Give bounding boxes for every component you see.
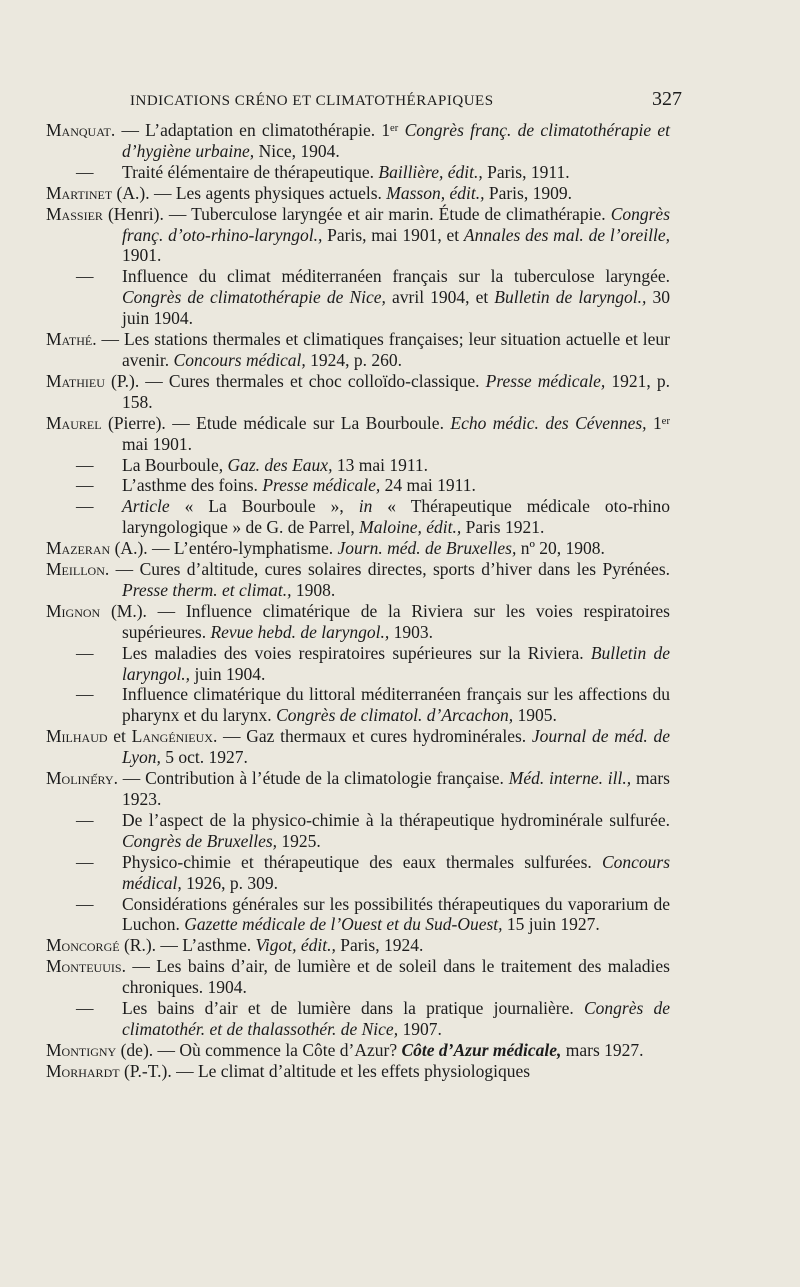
entry-text: (Pierre). — Etude médicale sur La Bourboule. — [101, 412, 451, 433]
entry-source: Presse médicale, — [485, 370, 606, 391]
entry-author: Montigny — [46, 1039, 117, 1060]
bibliography-entry — [46, 475, 670, 496]
ditto-dash: — — [76, 642, 94, 663]
entry-source: Journ. méd. de Bruxelles, — [337, 538, 517, 559]
entry-text: 1ᵉʳ mai 1901. — [122, 412, 670, 454]
entry-source: Congrès de climatothérapie de Nice, — [122, 287, 386, 308]
entry-text: (Henri). — Tuberculose laryngée et air marin. Étude de climathérapie. — [102, 203, 611, 224]
bibliography-entry — [46, 1061, 670, 1082]
entry-source: in — [358, 496, 373, 517]
ditto-dash: — — [76, 893, 94, 914]
entry-source: Gaz. des Eaux, — [227, 454, 333, 475]
entry-text: Paris, mai 1901, et — [322, 224, 464, 245]
entry-author: Massier — [46, 203, 103, 224]
ditto-dash: — — [76, 496, 94, 517]
entry-source: Concours médical, — [122, 851, 670, 893]
bibliography-entry — [46, 894, 670, 936]
bibliography-entry — [46, 998, 670, 1040]
entry-text: Langénieux — [131, 726, 213, 747]
bibliography-entry — [46, 684, 670, 726]
running-title: INDICATIONS CRÉNO ET CLIMATOTHÉRAPIQUES — [130, 93, 494, 109]
entry-text: 15 juin 1927. — [502, 914, 600, 935]
entry-source: Revue hebd. de laryngol., — [210, 621, 390, 642]
entry-source: Presse médicale, — [262, 475, 381, 496]
entry-source: Baillière, édit., — [378, 161, 483, 182]
entry-source: Méd. interne. ill., — [508, 768, 632, 789]
entry-text: . — Gaz thermaux et cures hydrominérales. — [212, 726, 532, 747]
entry-text: 1905. — [513, 705, 557, 726]
entry-source: Vigot, édit., — [255, 935, 336, 956]
entry-text: Influence du climat méditerranéen français sur la tuberculose laryngée. — [122, 266, 670, 287]
bibliography-entry — [46, 371, 670, 413]
entry-text: . — Cures d’altitude, cures solaires directes, sports d’hiver dans les Pyrénées. — [104, 559, 670, 580]
bibliography-entry — [46, 455, 670, 476]
entry-text: (A.). — Les agents physiques actuels. — [112, 182, 387, 203]
entry-text: . — Contribution à l’étude de la climatologie française. — [113, 768, 509, 789]
entry-text: 1908. — [291, 579, 336, 600]
entry-source: Annales des mal. de l’oreille, — [463, 224, 670, 245]
entry-author: Moliné́ry — [46, 768, 114, 789]
entry-text: Physico-chimie et thérapeutique des eaux thermales sulfurées. — [122, 851, 602, 872]
bibliography-entry — [46, 183, 670, 204]
ditto-dash: — — [76, 266, 94, 287]
ditto-dash: — — [76, 684, 94, 705]
entry-author: Mathieu — [46, 370, 105, 391]
entry-text: 1901. — [122, 245, 162, 266]
bibliography-entry — [46, 956, 670, 998]
bibliography-entry — [46, 852, 670, 894]
entry-author: Meillon — [46, 559, 105, 580]
running-header — [130, 88, 682, 114]
bibliography-entry — [46, 329, 670, 371]
bibliography-entry — [46, 162, 670, 183]
entry-source: Maloine, édit., — [359, 517, 462, 538]
entry-text: . — L’adaptation en climatothérapie. 1ᵉʳ — [110, 120, 405, 140]
bibliography-entry — [46, 726, 670, 768]
entry-source: Article — [122, 496, 170, 517]
entry-text: mars 1923. — [122, 768, 670, 809]
entry-author: Maurel — [46, 412, 102, 433]
entry-text: juin 1904. — [190, 663, 266, 684]
entry-text: 1925. — [277, 830, 321, 851]
entry-text: Considérations générales sur les possibilités thérapeutiques du vaporarium de Luchon. — [122, 893, 670, 935]
entry-text: . — Les stations thermales et climatiques françaises; leur situation actuelle et leur avenir. — [92, 329, 670, 370]
entry-text: « La Bourboule », — [169, 496, 359, 517]
bibliography-entry — [46, 1040, 670, 1061]
entry-source: Gazette médicale de l’Ouest et du Sud-Ouest, — [184, 914, 503, 935]
entry-text: Paris, 1924. — [335, 935, 424, 956]
entry-author: Milhaud — [46, 726, 108, 747]
entry-source: Congrès franç. d’oto-rhino-laryngol., — [122, 203, 670, 245]
entry-author: Mathé — [46, 329, 93, 350]
bibliography-entry — [46, 810, 670, 852]
entry-text: 5 oct. 1927. — [160, 747, 248, 768]
bibliography-entry — [46, 935, 670, 956]
bibliography-entry — [46, 559, 670, 601]
bibliography-entry — [46, 538, 670, 559]
bibliography-entry — [46, 643, 670, 685]
entry-text: 1924, p. 260. — [305, 349, 402, 370]
entry-text: Nice, 1904. — [254, 140, 340, 161]
bibliography-entry — [46, 768, 670, 810]
entry-text: 30 juin 1904. — [122, 287, 670, 329]
entry-source: Congrès de Bruxelles, — [122, 830, 278, 851]
entry-text: (M.). — Influence climatérique de la Riviera sur les voies respiratoires supérieures. — [100, 600, 670, 642]
entry-text: avril 1904, et — [385, 287, 495, 308]
entry-author: Manquat — [46, 120, 111, 140]
bibliography-entry — [46, 204, 670, 267]
entry-text: La Bourboule, — [122, 454, 228, 475]
entry-source: Côte d’Azur médicale, — [401, 1039, 562, 1060]
entry-source: Congrès franç. de climatothérapie et d’hygiène urbaine, — [122, 120, 670, 161]
entry-text: 1903. — [389, 621, 434, 642]
entry-text: 13 mai 1911. — [332, 454, 429, 475]
entry-text: (P.). — Cures thermales et choc colloïdo-classique. — [104, 370, 486, 391]
entry-text: Les maladies des voies respiratoires supérieures sur la Riviera. — [122, 642, 591, 663]
entry-text: 1921, p. 158. — [122, 370, 671, 412]
entry-text: (A.). — L’entéro-lymphatisme. — [110, 538, 338, 559]
entry-text: 24 mai 1911. — [380, 475, 476, 496]
entry-text: mars 1927. — [561, 1039, 644, 1060]
entry-text: Paris, 1911. — [482, 161, 570, 182]
entry-text: Les bains d’air et de lumière dans la pratique journalière. — [122, 998, 584, 1019]
bibliography-entry — [46, 496, 670, 538]
entry-text: Paris 1921. — [461, 517, 545, 538]
entry-text: Traité élémentaire de thérapeutique. — [122, 161, 379, 182]
ditto-dash: — — [76, 475, 94, 496]
entry-source: Bulletin de laryngol., — [494, 287, 647, 308]
entry-source: Congrès de climatothér. et de thalassothér. de Nice, — [122, 998, 670, 1039]
entry-text: . — Les bains d’air, de lumière et de soleil dans le traitement des maladies chroniques. 1904. — [121, 956, 670, 998]
entry-text: 1907. — [398, 1018, 442, 1039]
bibliography-entry — [46, 413, 670, 455]
bibliography-entry — [46, 601, 670, 643]
entry-author: Mignon — [46, 600, 101, 621]
entry-text: et — [107, 726, 132, 747]
entry-author: Martinet — [46, 182, 113, 203]
entry-source: Concours médical, — [173, 349, 306, 370]
entry-text: 1926, p. 309. — [181, 872, 279, 893]
ditto-dash: — — [76, 998, 94, 1019]
bibliography-entry — [46, 266, 670, 329]
entry-text: L’asthme des foins. — [122, 475, 263, 496]
ditto-dash: — — [76, 161, 94, 182]
entry-source: Echo médic. des Cévennes, — [450, 412, 647, 433]
bibliography-list — [46, 120, 670, 1082]
entry-author: Monteuuis — [46, 956, 122, 977]
ditto-dash: — — [76, 809, 94, 830]
entry-source: Presse therm. et climat., — [122, 579, 292, 600]
entry-text: (P.-T.). — Le climat d’altitude et les effets physiologiques — [119, 1060, 531, 1081]
ditto-dash: — — [76, 851, 94, 872]
entry-source: Journal de méd. de Lyon, — [122, 726, 670, 768]
entry-source: Bulletin de laryngol., — [122, 642, 670, 684]
entry-text: (de). — Où commence la Côte d’Azur? — [116, 1039, 402, 1060]
entry-text: De l’aspect de la physico-chimie à la thérapeutique hydrominérale sulfurée. — [122, 809, 670, 830]
ditto-dash: — — [76, 454, 94, 475]
entry-text: « Thérapeutique médicale oto-rhino laryngologique » de G. de Parrel, — [122, 496, 670, 538]
bibliography-entry — [46, 120, 670, 162]
entry-text: (R.). — L’asthme. — [119, 935, 256, 956]
entry-text: nº 20, 1908. — [516, 538, 605, 559]
page-number: 327 — [652, 88, 682, 110]
entry-author: Moncorgé — [46, 935, 120, 956]
entry-author: Morhardt — [46, 1060, 120, 1081]
entry-source: Masson, édit., — [386, 182, 485, 203]
entry-author: Mazeran — [46, 538, 111, 559]
entry-text: Influence climatérique du littoral méditerranéen français sur les affections du pharynx et du larynx. — [122, 684, 670, 726]
entry-text: Paris, 1909. — [484, 182, 572, 203]
entry-source: Congrès de climatol. d’Arcachon, — [276, 705, 514, 726]
